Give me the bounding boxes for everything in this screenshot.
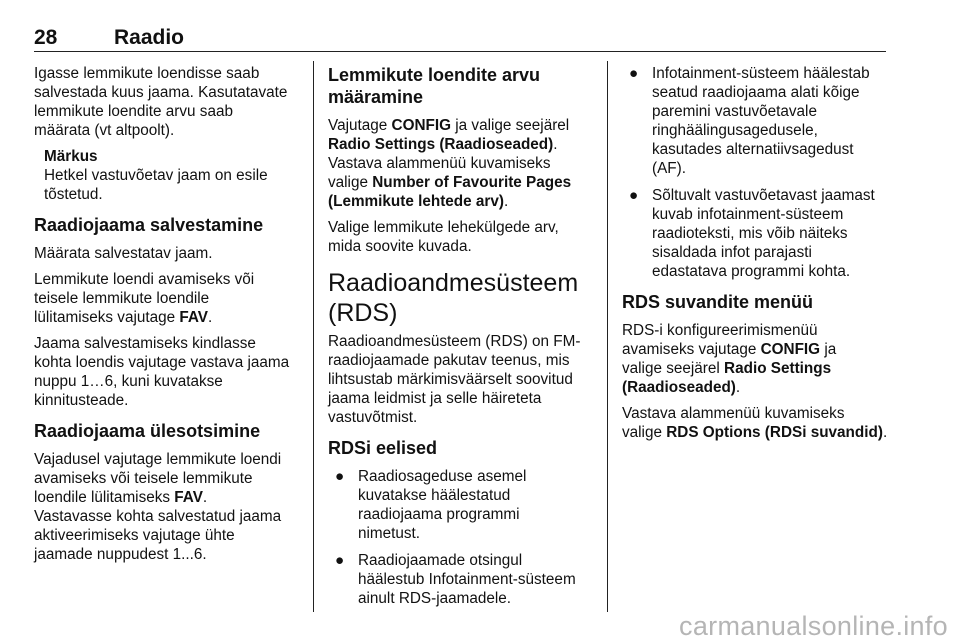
column-divider-2	[607, 61, 608, 612]
menu-radio-settings-2: Radio Settings	[724, 360, 832, 377]
header-divider	[34, 51, 886, 52]
watermark: carmanualsonline.info	[679, 611, 948, 641]
store-paragraph-3: Jaama salvestamiseks kindlasse kohta loendis vajutage vastava jaama nuppu 1…6, kuni kuvatakse kinnitusteade.	[34, 335, 290, 409]
list-item: ● Sõltuvalt vastuvõetavast jaamast kuvab infotainment-süsteem raadioteksti, mis võib näiteks sisaldada infot parajasti edastatava programmi kohta.	[629, 187, 875, 280]
note-box	[44, 147, 302, 204]
heading-rds: Raadioandmesüsteem (RDS)	[328, 269, 579, 327]
intro-paragraph: Igasse lemmikute loendisse saab salvestada kuus jaama. Kasutatavate lemmikute loendite arvu saab määrata (vt altpoolt).	[34, 65, 288, 139]
fav-key-label-2: FAV	[174, 489, 203, 506]
page-number: 28	[34, 26, 58, 49]
list-item: ● Raadiosageduse asemel kuvatakse häälestatud raadiojaama programmi nimetust.	[335, 468, 527, 542]
menu-paragraph-1: RDS-i konfigureerimismenüü avamiseks vajutage CONFIG ja valige seejärel Radio Settings (Raadioseaded).	[622, 322, 837, 396]
define-paragraph-2: Valige lemmikute lehekülgede arv, mida soovite kuvada.	[328, 219, 559, 255]
menu-paragraph-2: Vastava alammenüü kuvamiseks valige RDS Options (RDSi suvandid).	[622, 405, 888, 441]
heading-rds-benefits: RDSi eelised	[328, 438, 438, 458]
bullet-icon: ●	[335, 552, 345, 569]
retrieve-paragraph: Vajadusel vajutage lemmikute loendi avamiseks või teisele lemmikute loendile lülitamiseks FAV. Vastavasse kohta salvestatud jaama aktiveerimiseks vajutage ühte jaamade nuppudest 1...6.	[34, 451, 282, 563]
menu-favourite-pages: Number of Favourite Pages	[372, 174, 572, 191]
heading-retrieve-station: Raadiojaama ülesotsimine	[34, 421, 261, 441]
menu-radio-settings: Radio Settings (Raadioseaded)	[328, 136, 554, 153]
config-key-label-2: CONFIG	[760, 341, 821, 358]
bullet-icon: ●	[335, 468, 345, 485]
note-label: Märkus	[44, 148, 98, 165]
list-item: ● Raadiojaamade otsingul häälestub Infotainment-süsteem ainult RDS-jaamadele.	[335, 552, 576, 607]
column-divider-1	[313, 61, 314, 612]
column-1	[34, 64, 302, 571]
rds-paragraph: Raadioandmesüsteem (RDS) on FM- raadiojaamade pakutav teenus, mis lihtsustab märkimisväärselt soovitud jaama leidmist ja selle häireteta vastuvõtmist.	[328, 333, 581, 426]
bullet-icon: ●	[629, 187, 639, 204]
define-paragraph-1: Vajutage CONFIG ja valige seejärel Radio Settings (Raadioseaded). Vastava alammenüü kuvamiseks valige Number of Favourite Pages (Lemmikute lehtede arv).	[328, 117, 572, 210]
store-paragraph-2: Lemmikute loendi avamiseks või teisele lemmikute loendile lülitamiseks vajutage FAV.	[34, 271, 255, 326]
store-paragraph-1: Määrata salvestatav jaam.	[34, 245, 213, 262]
rds-benefits-list	[328, 467, 594, 608]
bullet-icon: ●	[629, 65, 639, 82]
note-text: Hetkel vastuvõetav jaam on esile tõstetud.	[44, 167, 268, 203]
section-title: Raadio	[114, 26, 185, 49]
list-item: ● Infotainment-süsteem häälestab seatud raadiojaama alati kõige paremini vastuvõetavale ringhäälingusagedusele, kasutades alternatiivsagedust (AF).	[629, 65, 870, 177]
heading-store-station: Raadiojaama salvestamine	[34, 215, 264, 235]
menu-rds-options: RDS Options (RDSi suvandid)	[666, 424, 883, 441]
heading-define-favourites: Lemmikute loendite arvu määramine	[328, 65, 541, 107]
heading-rds-options-menu: RDS suvandite menüü	[622, 292, 814, 312]
column-2	[328, 64, 594, 616]
config-key-label: CONFIG	[391, 117, 452, 134]
page-header	[34, 26, 886, 52]
fav-key-label: FAV	[179, 309, 209, 326]
rds-benefits-list-continued	[622, 64, 892, 281]
column-3	[622, 64, 892, 449]
